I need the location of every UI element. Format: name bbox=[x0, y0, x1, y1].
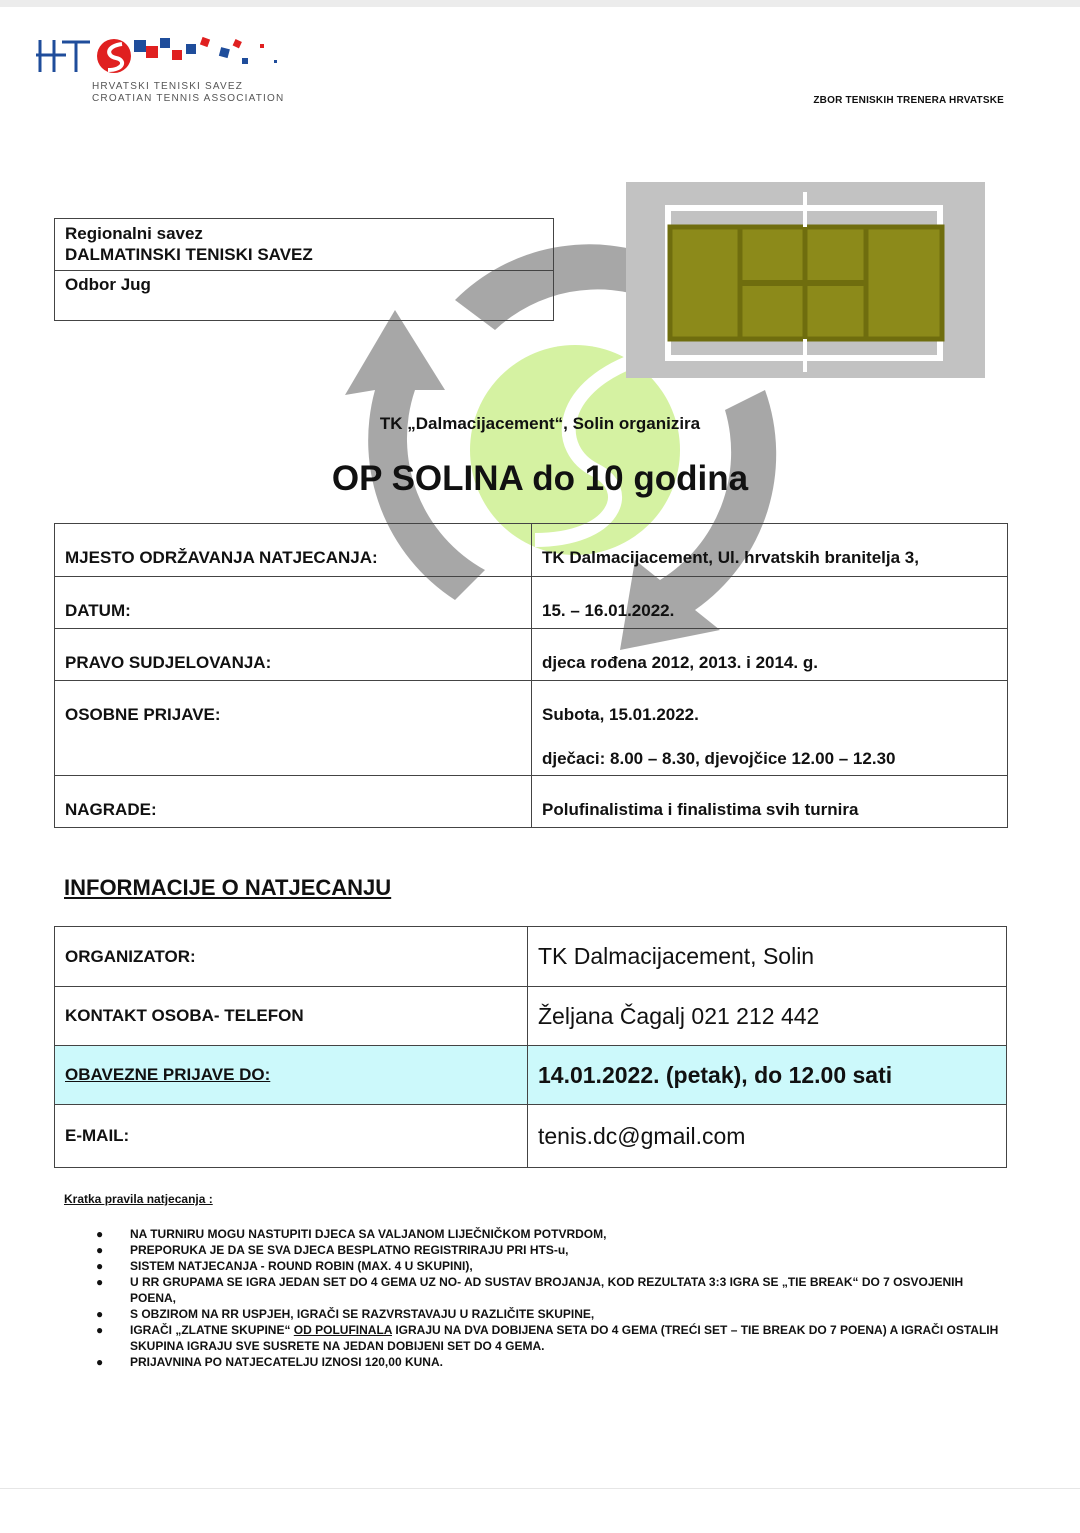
detail-label: OSOBNE PRIJAVE: bbox=[55, 681, 532, 776]
competition-info-table bbox=[54, 926, 1007, 1168]
organizer-line: TK „Dalmacijacement“, Solin organizira bbox=[379, 414, 701, 433]
logo-subtitle-en: CROATIAN TENNIS ASSOCIATION bbox=[92, 93, 285, 104]
info-value: Željana Čagalj 021 212 442 bbox=[528, 987, 1007, 1046]
list-item: ● NA TURNIRU MOGU NASTUPITI DJECA SA VALJANOM LIJEČNIČKOM POTVRDOM, bbox=[96, 1227, 607, 1241]
competition-info-heading: INFORMACIJE O NATJECANJU bbox=[64, 875, 392, 900]
bullet-icon: ● bbox=[96, 1275, 104, 1289]
bullet-icon: ● bbox=[96, 1243, 104, 1257]
list-item: ● SISTEM NATJECANJA - ROUND ROBIN (MAX. 4 U SKUPINI), bbox=[96, 1259, 473, 1273]
list-item: ● S OBZIROM NA RR USPJEH, IGRAČI SE RAZVRSTAVAJU U RAZLIČITE SKUPINE, bbox=[96, 1307, 595, 1321]
tournament-details-table bbox=[54, 523, 1008, 828]
email-value: tenis.dc@gmail.com bbox=[528, 1105, 1007, 1168]
bullet-icon: ● bbox=[96, 1323, 104, 1337]
info-label: ORGANIZATOR: bbox=[55, 927, 528, 987]
detail-value: TK Dalmacijacement, Ul. hrvatskih branitelja 3, bbox=[532, 524, 1008, 577]
info-value: 14.01.2022. (petak), do 12.00 sati bbox=[528, 1046, 1007, 1105]
info-label: E-MAIL: bbox=[55, 1105, 528, 1168]
table-row bbox=[55, 776, 1008, 828]
bullet-icon: ● bbox=[96, 1259, 104, 1273]
rules-title: Kratka pravila natjecanja : bbox=[64, 1192, 213, 1206]
table-row-highlighted bbox=[55, 1046, 1007, 1105]
table-row bbox=[55, 681, 1008, 776]
detail-value-secondary: dječaci: 8.00 – 8.30, djevojčice 12.00 – 12.30 bbox=[542, 749, 896, 768]
tournament-title: OP SOLINA do 10 godina bbox=[331, 459, 749, 498]
regional-association-box bbox=[54, 218, 554, 321]
detail-label: DATUM: bbox=[55, 577, 532, 629]
detail-label: PRAVO SUDJELOVANJA: bbox=[55, 629, 532, 681]
regional-association-header bbox=[55, 219, 553, 271]
detail-label: MJESTO ODRŽAVANJA NATJECANJA: bbox=[55, 524, 532, 577]
list-item: ● PRIJAVNINA PO NATJECATELJU IZNOSI 120,00 KUNA. bbox=[96, 1355, 443, 1369]
list-item: ● PREPORUKA JE DA SE SVA DJECA BESPLATNO REGISTRIRAJU PRI HTS-u, bbox=[96, 1243, 569, 1257]
logo-subtitle-hr: HRVATSKI TENISKI SAVEZ bbox=[92, 81, 244, 92]
regional-label: Regionalni savez bbox=[65, 224, 203, 243]
page-bottom-divider bbox=[0, 1488, 1080, 1489]
bullet-icon: ● bbox=[96, 1307, 104, 1321]
table-row bbox=[55, 577, 1008, 629]
bullet-icon: ● bbox=[96, 1355, 104, 1369]
table-row bbox=[55, 629, 1008, 681]
table-row bbox=[55, 987, 1007, 1046]
table-row bbox=[55, 1105, 1007, 1168]
info-value: TK Dalmacijacement, Solin bbox=[528, 927, 1007, 987]
detail-value: djeca rođena 2012, 2013. i 2014. g. bbox=[532, 629, 1008, 681]
detail-value: 15. – 16.01.2022. bbox=[532, 577, 1008, 629]
detail-value: Polufinalistima i finalistima svih turnira bbox=[532, 776, 1008, 828]
hts-logo bbox=[36, 34, 286, 106]
info-label: OBAVEZNE PRIJAVE DO: bbox=[55, 1046, 528, 1105]
coaches-association-label: ZBOR TENISKIH TRENERA HRVATSKE bbox=[813, 95, 1004, 106]
regional-name: DALMATINSKI TENISKI SAVEZ bbox=[65, 245, 313, 264]
table-row bbox=[55, 927, 1007, 987]
tennis-court-graphic bbox=[626, 182, 985, 378]
committee-name: Odbor Jug bbox=[65, 275, 151, 294]
list-item: ● U RR GRUPAMA SE IGRA JEDAN SET DO 4 GEMA UZ NO- AD SUSTAV BROJANJA, KOD REZULTATA 3:3 IGRA SE „TIE BREAK“ DO 7 OSVOJENIH POENA, bbox=[96, 1275, 964, 1305]
rules-list bbox=[96, 1226, 1006, 1370]
info-label: KONTAKT OSOBA- TELEFON bbox=[55, 987, 528, 1046]
detail-value: Subota, 15.01.2022. dječaci: 8.00 – 8.30, djevojčice 12.00 – 12.30 bbox=[532, 681, 1008, 776]
bullet-icon: ● bbox=[96, 1227, 104, 1241]
list-item: ● IGRAČI „ZLATNE SKUPINE“ OD POLUFINALA IGRAJU NA DVA DOBIJENA SETA DO 4 GEMA (TREĆI SET – TIE BREAK DO 7 POENA) A IGRAČI OSTALIH SKUPINA IGRAJU SVE SUSRETE NA JEDAN DOBIJENI SET DO 4 GEMA. bbox=[96, 1323, 999, 1353]
hts-logo-graphic bbox=[36, 34, 286, 78]
table-row bbox=[55, 524, 1008, 577]
top-bar bbox=[0, 0, 1080, 7]
detail-label: NAGRADE: bbox=[55, 776, 532, 828]
